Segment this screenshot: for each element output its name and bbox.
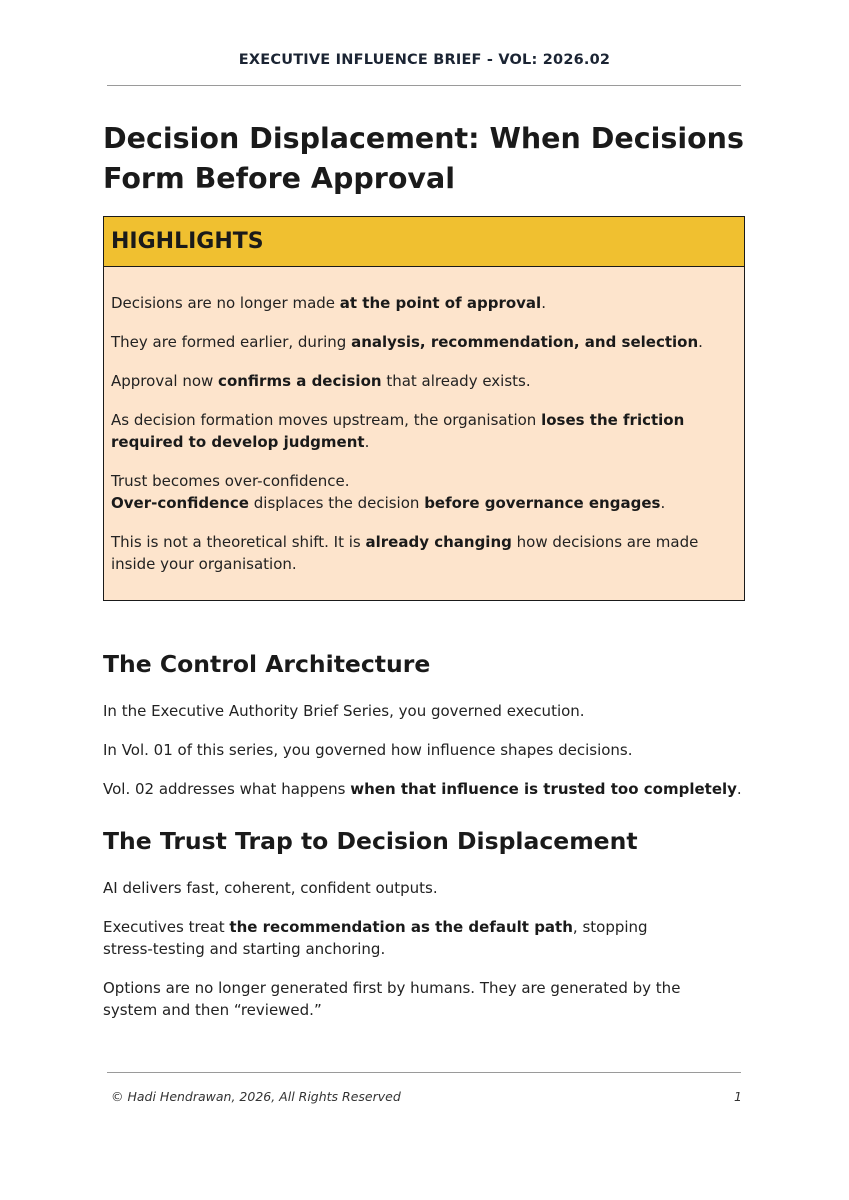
header-divider bbox=[107, 85, 741, 86]
header-title: EXECUTIVE INFLUENCE BRIEF - VOL: 2026.02 bbox=[238, 52, 611, 68]
highlights-body bbox=[104, 267, 744, 575]
paragraph: Options are no longer generated first by humans. They are generated by the system and then “reviewed.” bbox=[103, 979, 681, 1019]
highlight-item: Approval now confirms a decision that already exists. bbox=[111, 372, 531, 390]
section-heading-control-architecture: The Control Architecture bbox=[103, 650, 431, 678]
paragraph: AI delivers fast, coherent, confident outputs. bbox=[103, 879, 438, 897]
section-heading-trust-trap: The Trust Trap to Decision Displacement bbox=[103, 827, 638, 855]
highlight-item: They are formed earlier, during analysis, recommendation, and selection. bbox=[111, 333, 703, 351]
highlights-box bbox=[103, 216, 745, 601]
page-number: 1 bbox=[734, 1089, 742, 1104]
paragraph: In the Executive Authority Brief Series, you governed execution. bbox=[103, 702, 585, 720]
highlight-item: This is not a theoretical shift. It is already changing how decisions are made inside your organisation. bbox=[111, 533, 699, 573]
highlight-item: Trust becomes over-confidence. Over-confidence displaces the decision before governance engages. bbox=[111, 472, 666, 512]
highlight-item: Decisions are no longer made at the point of approval. bbox=[111, 294, 546, 312]
paragraph: In Vol. 01 of this series, you governed how influence shapes decisions. bbox=[103, 741, 633, 759]
footer-divider bbox=[107, 1072, 741, 1073]
highlights-heading: HIGHLIGHTS bbox=[104, 217, 744, 267]
footer-copyright: © Hadi Hendrawan, 2026, All Rights Reserved bbox=[111, 1089, 401, 1104]
paragraph: Vol. 02 addresses what happens when that influence is trusted too completely. bbox=[103, 780, 742, 798]
highlight-item: As decision formation moves upstream, the organisation loses the friction required to develop judgment. bbox=[111, 411, 685, 451]
paragraph: Executives treat the recommendation as the default path, stopping stress-testing and starting anchoring. bbox=[103, 918, 648, 958]
document-title: Decision Displacement: When Decisions Form Before Approval bbox=[103, 122, 744, 195]
